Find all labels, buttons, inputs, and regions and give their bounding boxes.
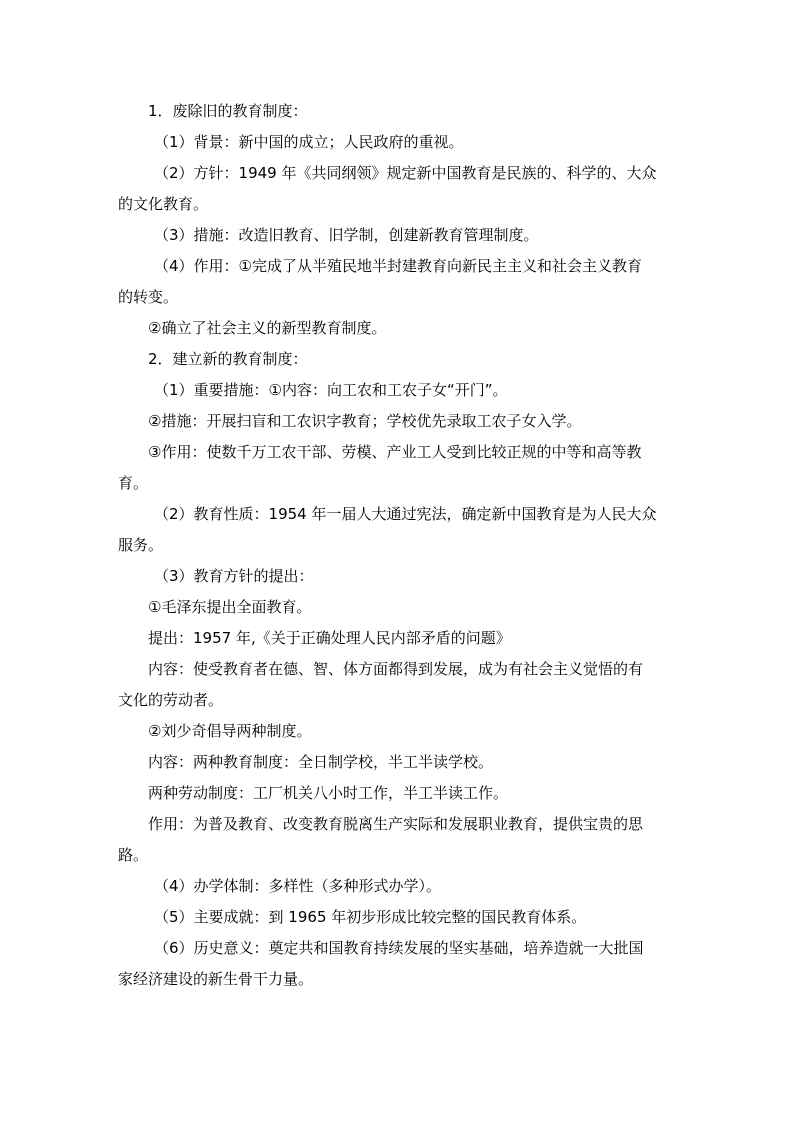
paragraph-guideline: （3）教育方针的提出： bbox=[154, 567, 314, 585]
section-heading-2: 2．建立新的教育制度： bbox=[148, 350, 308, 368]
paragraph-background: （1）背景：新中国的成立；人民政府的重视。 bbox=[154, 133, 464, 151]
paragraph-content: 内容：使受教育者在德、智、体方面都得到发展，成为有社会主义觉悟的有 bbox=[148, 660, 644, 678]
paragraph-proposed: 提出：1957 年,《关于正确处理人民内部矛盾的问题》 bbox=[148, 629, 511, 647]
paragraph-liu: ②刘少奇倡导两种制度。 bbox=[148, 722, 312, 740]
section-heading-1: 1．废除旧的教育制度： bbox=[148, 102, 308, 120]
paragraph-mao: ①毛泽东提出全面教育。 bbox=[148, 598, 312, 616]
paragraph-effect: （4）作用：①完成了从半殖民地半封建教育向新民主主义和社会主义教育 bbox=[154, 257, 642, 275]
document-body bbox=[118, 96, 684, 995]
paragraph-nature: （2）教育性质：1954 年一届人大通过宪法，确定新中国教育是为人民大众 bbox=[154, 505, 657, 523]
paragraph-content-cont: 文化的劳动者。 bbox=[118, 691, 224, 709]
paragraph-nature-cont: 服务。 bbox=[118, 536, 164, 554]
paragraph-effect-cont: 的转变。 bbox=[118, 288, 179, 306]
paragraph-measures: （3）措施：改造旧教育、旧学制，创建新教育管理制度。 bbox=[154, 226, 539, 244]
paragraph-key-measures: （1）重要措施：①内容：向工农和工农子女“开门”。 bbox=[154, 381, 508, 399]
paragraph-effect-3-cont: 育。 bbox=[118, 474, 149, 492]
paragraph-effect-2: ②确立了社会主义的新型教育制度。 bbox=[148, 319, 387, 337]
paragraph-achievement: （5）主要成就：到 1965 年初步形成比较完整的国民教育体系。 bbox=[154, 908, 587, 926]
paragraph-policy: （2）方针：1949 年《共同纲领》规定新中国教育是民族的、科学的、大众 bbox=[154, 164, 657, 182]
paragraph-school-system: （4）办学体制：多样性（多种形式办学）。 bbox=[154, 877, 442, 895]
paragraph-measures-2: ②措施：开展扫盲和工农识字教育；学校优先录取工农子女入学。 bbox=[148, 412, 582, 430]
paragraph-effect-4-cont: 路。 bbox=[118, 846, 149, 864]
paragraph-significance-cont: 家经济建设的新生骨干力量。 bbox=[118, 970, 314, 988]
paragraph-two-labor: 两种劳动制度：工厂机关八小时工作，半工半读工作。 bbox=[148, 784, 509, 802]
paragraph-policy-cont: 的文化教育。 bbox=[118, 195, 209, 213]
paragraph-effect-4: 作用：为普及教育、改变教育脱离生产实际和发展职业教育，提供宝贵的思 bbox=[148, 815, 644, 833]
paragraph-two-edu: 内容：两种教育制度：全日制学校，半工半读学校。 bbox=[148, 753, 494, 771]
paragraph-significance: （6）历史意义：奠定共和国教育持续发展的坚实基础，培养造就一大批国 bbox=[154, 939, 644, 957]
paragraph-effect-3: ③作用：使数千万工农干部、劳模、产业工人受到比较正规的中等和高等教 bbox=[148, 443, 642, 461]
